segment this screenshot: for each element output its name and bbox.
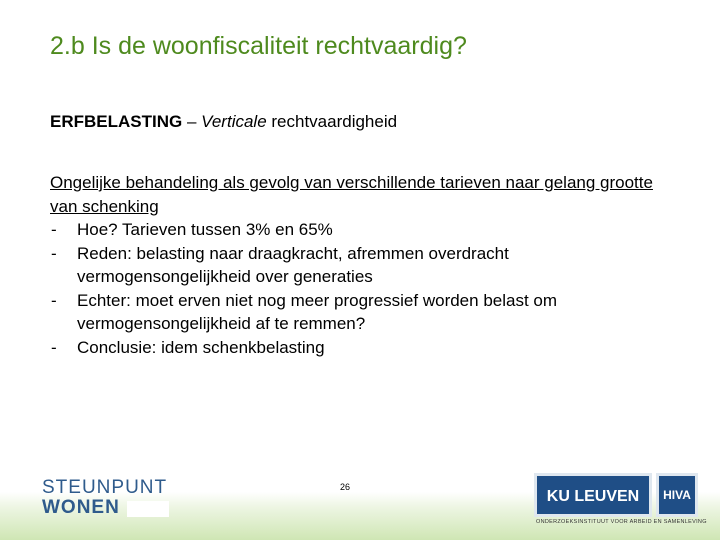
bullet-marker: -: [51, 290, 57, 310]
logo-line-1: STEUNPUNT: [42, 477, 168, 498]
logo-line-2: WONEN: [42, 497, 120, 518]
bullet-item: [50, 242, 670, 289]
page-number: 26: [340, 482, 351, 492]
ku-leuven-logo: [534, 473, 652, 517]
ku-leuven-hiva-logo: [534, 473, 707, 527]
bullet-text: Conclusie: idem schenkbelasting: [77, 337, 325, 357]
bullet-item: [50, 218, 670, 242]
slide-title: 2.b Is de woonfiscaliteit rechtvaardig?: [50, 32, 467, 60]
bullet-list: [50, 218, 670, 359]
bullet-item: [50, 289, 670, 336]
slide-body: [50, 171, 670, 359]
hiva-logo: [656, 473, 698, 517]
hiva-text: HIVA: [663, 488, 691, 502]
bullet-text: Echter: moet erven niet nog meer progressief worden belast om vermogensongelijkheid af te remmen?: [77, 290, 558, 333]
bullet-text: Hoe? Tarieven tussen 3% en 65%: [77, 220, 333, 239]
logo-tagline: ONDERZOEKSINSTITUUT VOOR ARBEID EN SAMENLEVING: [536, 519, 707, 525]
bullet-item: [50, 336, 670, 360]
slide-subtitle: [50, 112, 397, 132]
bullet-text: Reden: belasting naar draagkracht, afremmen overdracht vermogensongelijkheid over generaties: [77, 243, 509, 286]
subtitle-italic: Verticale: [201, 112, 267, 131]
bullet-marker: -: [51, 337, 57, 357]
bullet-marker: -: [51, 220, 57, 239]
logo-white-box: [127, 501, 169, 517]
intro-text: Ongelijke behandeling als gevolg van verschillende tarieven naar gelang grootte van schenking: [50, 173, 653, 216]
ku-leuven-text: KU LEUVEN: [546, 488, 640, 505]
bullet-marker: -: [51, 243, 57, 263]
subtitle-dash: –: [182, 112, 202, 131]
subtitle-bold: ERFBELASTING: [50, 112, 183, 131]
steunpunt-wonen-logo: [42, 477, 170, 519]
subtitle-rest: rechtvaardigheid: [266, 112, 398, 131]
